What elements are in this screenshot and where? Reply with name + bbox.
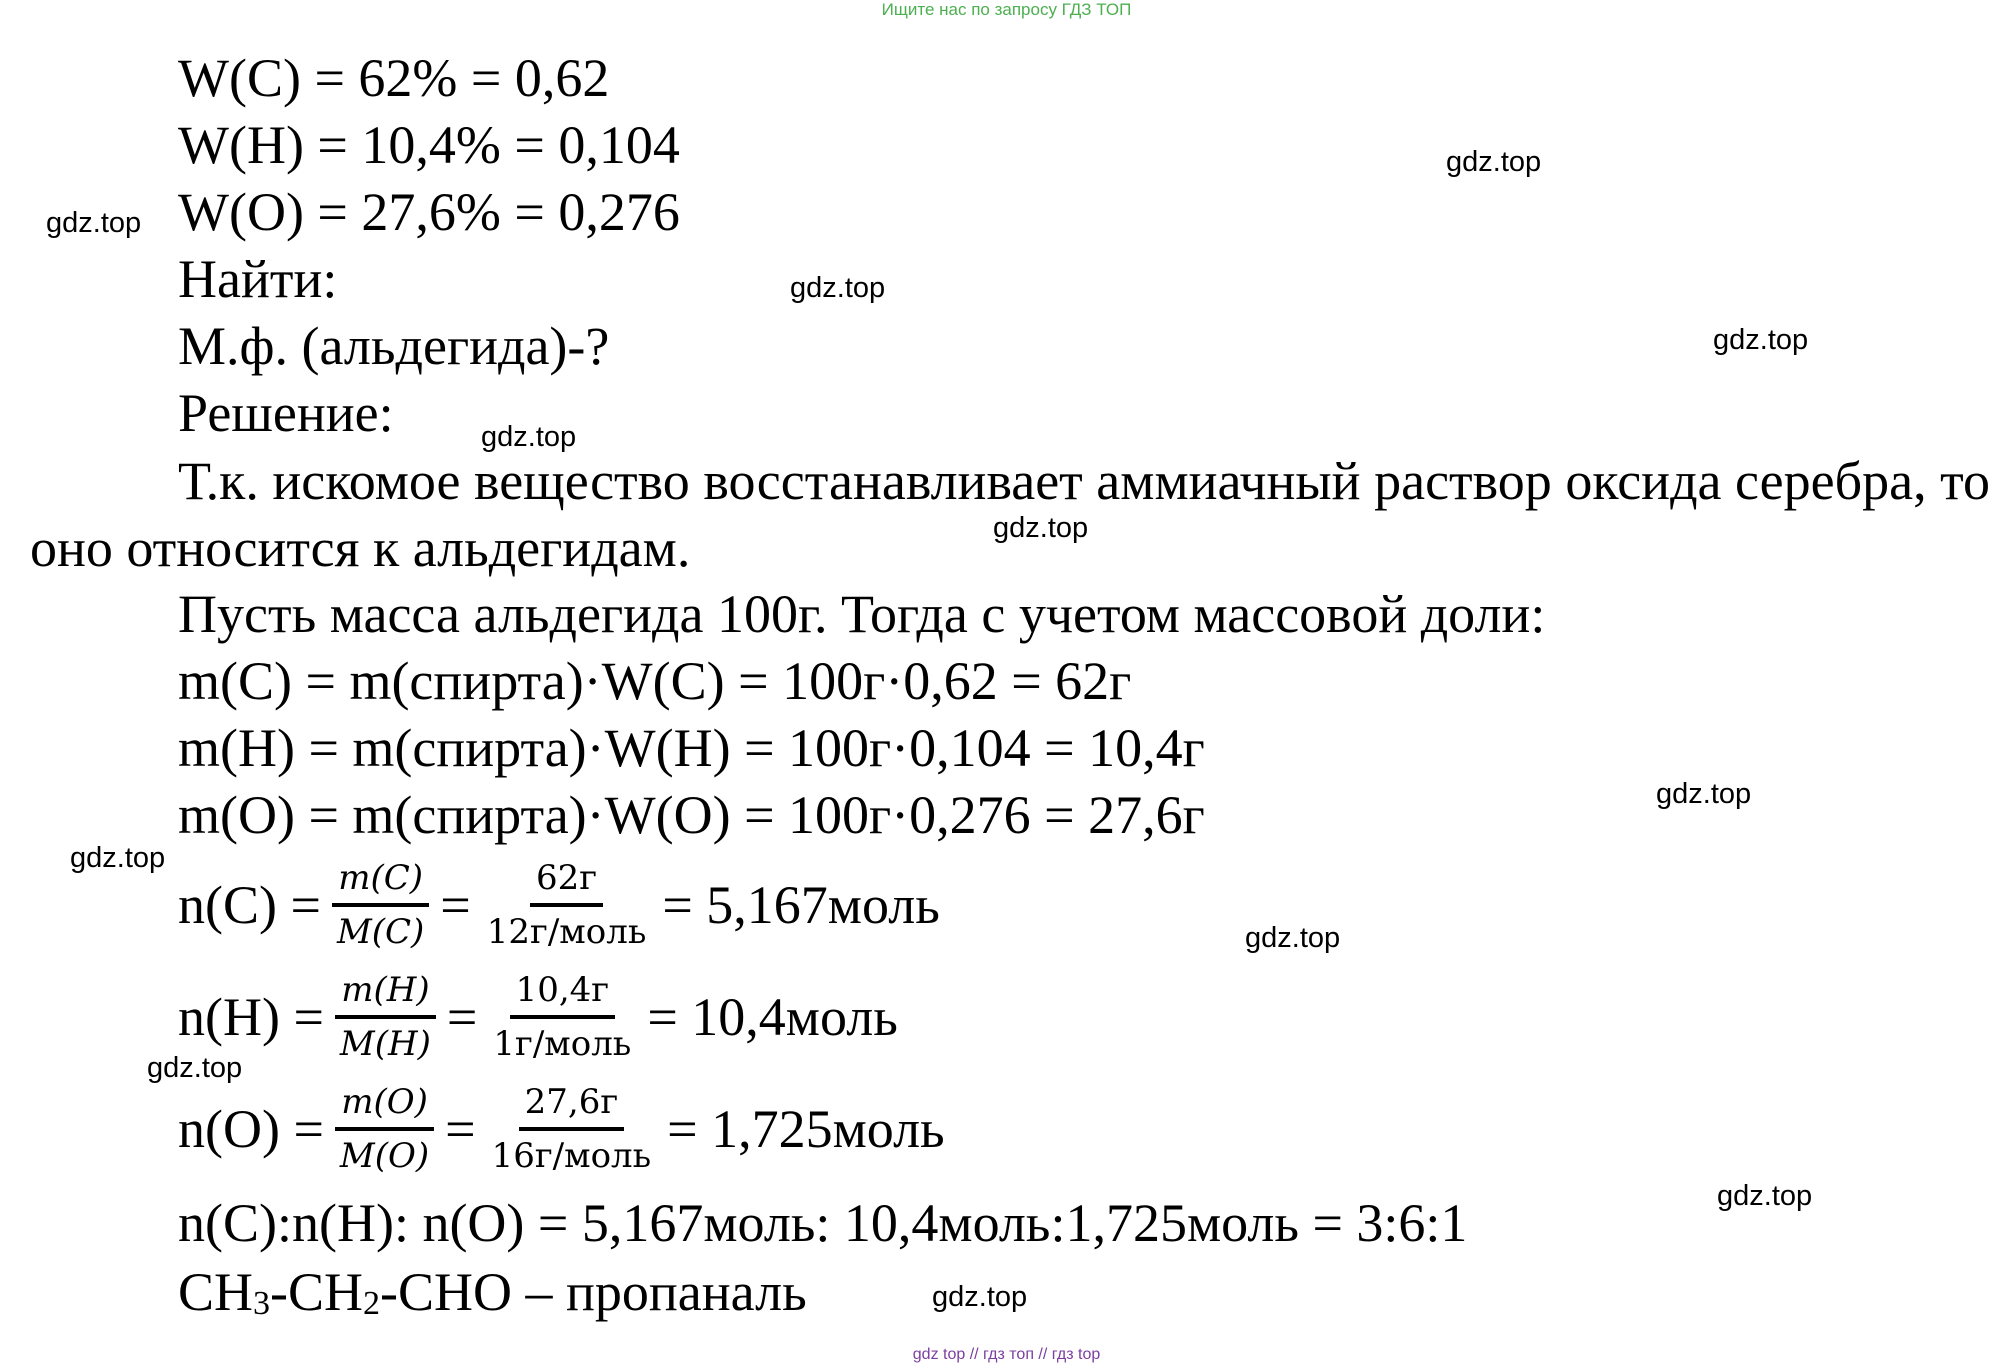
mass-hydrogen: m(H) = m(спирта)·W(H) = 100г·0,104 = 10,4г — [178, 718, 1205, 778]
watermark-text: gdz.top — [1245, 922, 1341, 954]
mass-oxygen: m(O) = m(спирта)·W(O) = 100г·0,276 = 27,6г — [178, 785, 1205, 845]
mass-carbon: m(C) = m(спирта)·W(C) = 100г·0,62 = 62г — [178, 651, 1132, 711]
bottom-banner: gdz top // гдз топ // гдз top — [912, 1346, 1101, 1363]
fraction-denominator: M(O) — [339, 1136, 430, 1176]
watermark-text: gdz.top — [1717, 1180, 1813, 1212]
mole-ratio: n(C):n(H): n(O) = 5,167моль: 10,4моль:1,725моль = 3:6:1 — [178, 1193, 1468, 1253]
reasoning-paragraph: Т.к. искомое вещество восстанавливает аммиачный раствор оксида серебра, то оно относится к альдегидам. — [30, 451, 1990, 578]
moles-hydrogen — [178, 962, 898, 1072]
fraction-symbolic — [331, 857, 430, 953]
fraction-symbolic — [334, 1081, 435, 1177]
formula-part: -CH — [270, 1262, 364, 1322]
fraction-numerator: 62г — [530, 857, 603, 907]
moles-lhs: n(C) = — [178, 875, 321, 935]
watermark-text: gdz.top — [1656, 778, 1752, 810]
formula-part: -CHO – пропаналь — [380, 1262, 807, 1322]
top-banner: Ищите нас по запросу ГДЗ ТОП — [881, 0, 1132, 19]
moles-lhs: n(O) = — [178, 1099, 324, 1159]
equals-sign: = — [445, 1099, 476, 1159]
fraction-numerator: m(H) — [335, 969, 435, 1019]
moles-result: = 5,167моль — [662, 875, 940, 935]
fraction-denominator: 1г/моль — [493, 1024, 632, 1064]
watermark-text: gdz.top — [147, 1052, 243, 1084]
formula-part: CH — [178, 1262, 254, 1322]
formula-subscript: 3 — [253, 1285, 271, 1322]
watermark-text: gdz.top — [932, 1281, 1028, 1313]
given-w-hydrogen: W(H) = 10,4% = 0,104 — [178, 115, 680, 175]
fraction-symbolic — [334, 969, 437, 1065]
moles-oxygen — [178, 1074, 945, 1184]
watermark-text: gdz.top — [1446, 146, 1542, 178]
fraction-numeric — [487, 969, 637, 1065]
fraction-numerator: m(C) — [332, 857, 429, 907]
find-formula: М.ф. (альдегида)-? — [178, 316, 610, 376]
fraction-denominator: 12г/моль — [486, 912, 647, 952]
equals-sign: = — [446, 987, 478, 1047]
fraction-numerator: 27,6г — [519, 1081, 625, 1131]
moles-result: = 1,725моль — [667, 1099, 945, 1159]
watermark-text: gdz.top — [790, 272, 886, 304]
solution-label: Решение: — [178, 383, 394, 443]
given-w-oxygen: W(O) = 27,6% = 0,276 — [178, 182, 680, 242]
formula-subscript: 2 — [363, 1285, 381, 1322]
moles-carbon — [178, 850, 940, 960]
fraction-numerator: 10,4г — [510, 969, 616, 1019]
fraction-numeric — [486, 1081, 658, 1177]
assumption-line: Пусть масса альдегида 100г. Тогда с учетом массовой доли: — [178, 584, 1546, 644]
moles-lhs: n(H) = — [178, 987, 324, 1047]
fraction-numeric — [481, 857, 653, 953]
final-formula — [178, 1262, 807, 1334]
fraction-denominator: M(H) — [339, 1024, 431, 1064]
fraction-denominator: M(C) — [336, 912, 425, 952]
watermark-text: gdz.top — [481, 421, 577, 453]
fraction-numerator: m(O) — [335, 1081, 434, 1131]
watermark-text: gdz.top — [46, 207, 142, 239]
find-label: Найти: — [178, 249, 338, 309]
watermark-text: gdz.top — [70, 842, 166, 874]
equals-sign: = — [440, 875, 471, 935]
moles-result: = 10,4моль — [647, 987, 898, 1047]
watermark-text: gdz.top — [1713, 324, 1809, 356]
fraction-denominator: 16г/моль — [491, 1136, 652, 1176]
watermark-text: gdz.top — [993, 512, 1089, 544]
given-w-carbon: W(C) = 62% = 0,62 — [178, 48, 610, 108]
